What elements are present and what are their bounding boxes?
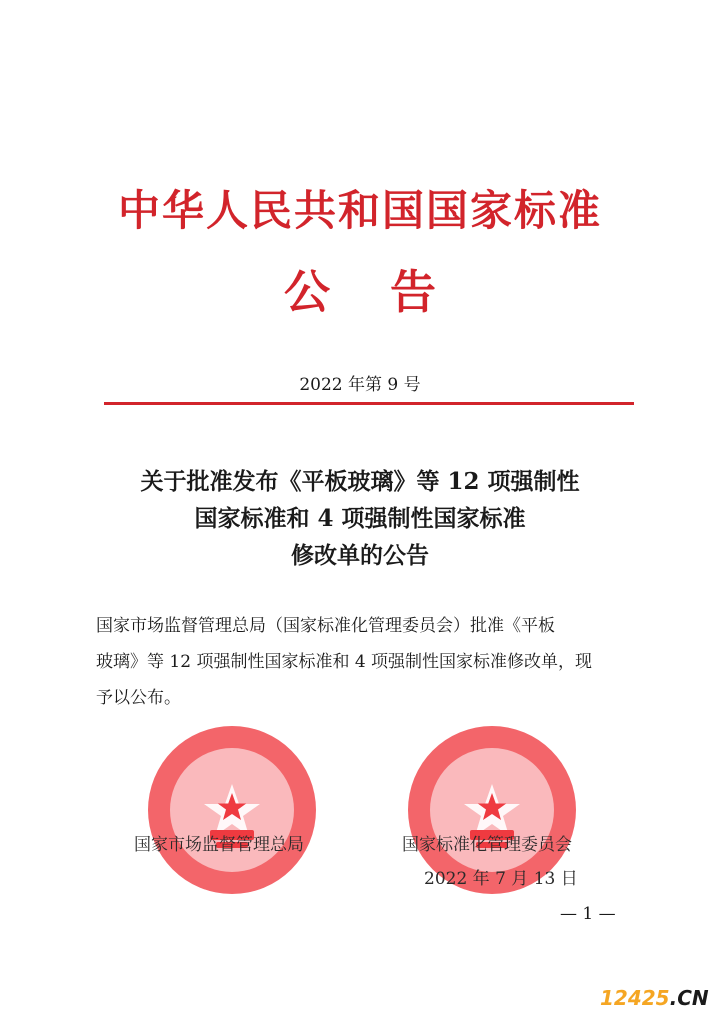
- page-number: — 1 —: [560, 904, 616, 924]
- body-line: 国家市场监督管理总局（国家标准化管理委员会）批准《平板: [96, 616, 555, 636]
- document-number: 2022 年第 9 号: [299, 375, 421, 395]
- seal-icon: [144, 722, 320, 898]
- site-watermark: [600, 986, 709, 1010]
- watermark-digits: 12425: [600, 986, 670, 1010]
- document-title-line: 修改单的公告: [291, 542, 429, 569]
- header-subtitle: 公告: [284, 265, 496, 319]
- document-title-line: 国家标准和 4 项强制性国家标准: [194, 505, 526, 532]
- watermark-domain: .CN: [669, 986, 709, 1010]
- official-seal-left: [144, 722, 320, 898]
- red-divider: [104, 402, 634, 405]
- header-title: 中华人民共和国国家标准: [117, 186, 602, 235]
- issuer-right: 国家标准化管理委员会: [402, 835, 572, 855]
- body-line: 玻璃》等 12 项强制性国家标准和 4 项强制性国家标准修改单，现: [96, 652, 593, 672]
- document-title: [60, 463, 660, 574]
- body-line: 予以公布。: [96, 688, 181, 708]
- issuer-left: 国家市场监督管理总局: [134, 835, 304, 855]
- document-body: [96, 608, 644, 716]
- issue-date: 2022 年 7 月 13 日: [424, 869, 578, 889]
- document-title-line: 关于批准发布《平板玻璃》等 12 项强制性: [140, 468, 580, 495]
